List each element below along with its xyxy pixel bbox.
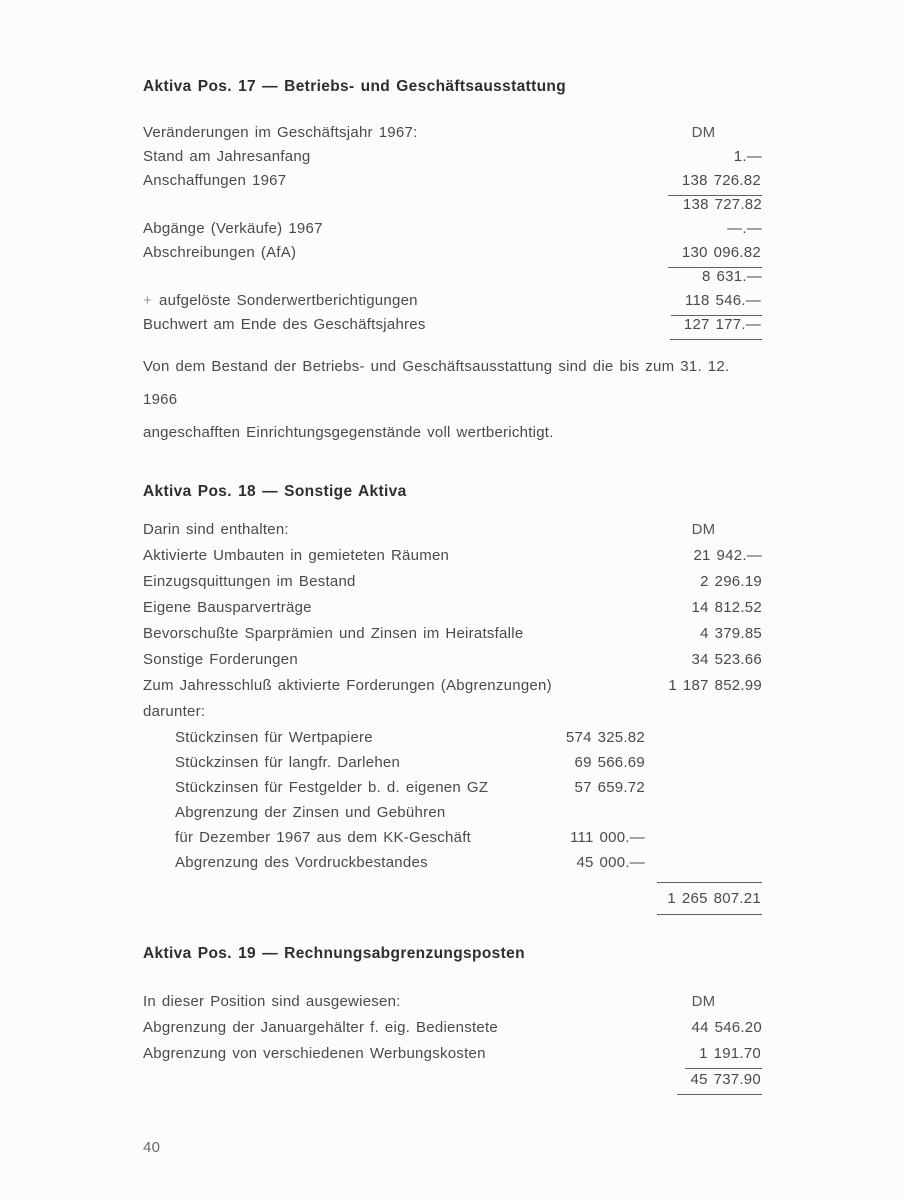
row-value (645, 193, 762, 217)
row-amount: 14 812.52 (691, 599, 762, 616)
row-label: darunter: (143, 703, 206, 720)
section-note (143, 350, 762, 449)
row-amount-underlined: 118 546.— (671, 289, 762, 316)
row-label: Anschaffungen 1967 (143, 172, 287, 189)
intro-label: Darin sind enthalten: (143, 521, 289, 538)
ledger-row (143, 169, 762, 193)
section-aktiva-pos-17 (143, 77, 762, 449)
column-header-row (143, 990, 762, 1016)
row-label: Einzugsquittungen im Bestand (143, 573, 356, 590)
row-value (645, 1042, 762, 1069)
ledger-subrow (143, 776, 762, 801)
row-label (143, 289, 645, 313)
section-aktiva-pos-18 (143, 482, 762, 908)
row-value (645, 265, 762, 289)
row-label: Abschreibungen (AfA) (143, 244, 297, 261)
row-value (645, 289, 762, 316)
row-amount-underlined: 45 737.90 (677, 1068, 762, 1095)
row-label: Sonstige Forderungen (143, 651, 298, 668)
ledger-row (143, 289, 762, 313)
row-label: Abgrenzung der Januargehälter f. eig. Bedienstete (143, 1019, 498, 1036)
page-number: 40 (143, 1139, 161, 1156)
currency-unit-label: DM (691, 521, 716, 538)
ledger-row (143, 544, 762, 570)
row-value (645, 1068, 762, 1095)
row-label: Abgrenzung von verschiedenen Werbungskosten (143, 1045, 486, 1062)
row-value (645, 622, 762, 646)
subrow-amount: 574 325.82 (565, 729, 645, 746)
ledger-subrow (143, 851, 762, 876)
ledger-row (143, 648, 762, 674)
ledger-subrow (143, 751, 762, 776)
row-amount-underlined: 130 096.82 (668, 241, 762, 268)
subrow-amount: 57 659.72 (574, 779, 645, 796)
row-amount: 4 379.85 (700, 625, 762, 642)
row-label: Abgänge (Verkäufe) 1967 (143, 220, 323, 237)
subrow-label: Abgrenzung der Zinsen und Gebühren (175, 804, 446, 821)
subrow-label: Abgrenzung des Vordruckbestandes (175, 854, 428, 871)
row-value (645, 596, 762, 620)
row-value (645, 145, 762, 169)
note-line: angeschafften Einrichtungsgegenstände voll wertberichtigt. (143, 424, 554, 441)
ledger-row (143, 1016, 762, 1042)
subrow-label: Stückzinsen für Wertpapiere (175, 729, 373, 746)
row-amount-underlined: 127 177.— (670, 313, 762, 340)
subrow-label: für Dezember 1967 aus dem KK-Geschäft (175, 829, 472, 846)
row-label: Buchwert am Ende des Geschäftsjahres (143, 316, 426, 333)
row-value (645, 313, 762, 340)
row-label: Stand am Jahresanfang (143, 148, 311, 165)
row-amount: 2 296.19 (700, 573, 762, 590)
ledger-total-row (143, 882, 762, 908)
intro-label: In dieser Position sind ausgewiesen: (143, 993, 401, 1010)
ledger-row (143, 596, 762, 622)
ledger-subrow (143, 726, 762, 751)
row-amount: 1.— (733, 148, 762, 165)
row-value (645, 674, 762, 698)
ledger-row-result (143, 1068, 762, 1094)
row-amount: 8 631.— (702, 268, 762, 285)
row-amount: 138 727.82 (682, 196, 762, 213)
subrow-label: Stückzinsen für langfr. Darlehen (175, 754, 401, 771)
ledger-subrow (143, 826, 762, 851)
total-value (645, 882, 762, 915)
currency-unit-label: DM (691, 124, 716, 141)
subrow-label: Stückzinsen für Festgelder b. d. eigenen GZ (175, 779, 489, 796)
row-label-text: aufgelöste Sonderwertberichtigungen (159, 292, 418, 309)
row-value (645, 570, 762, 594)
ledger-row (143, 145, 762, 169)
row-value (645, 1016, 762, 1040)
row-value (645, 648, 762, 672)
ledger-row (143, 1042, 762, 1068)
ledger-row-subtotal (143, 193, 762, 217)
row-amount: 1 187 852.99 (668, 677, 762, 694)
intro-label: Veränderungen im Geschäftsjahr 1967: (143, 124, 418, 141)
row-amount-underlined: 138 726.82 (668, 169, 762, 196)
row-value (645, 169, 762, 196)
total-amount: 1 265 807.21 (657, 882, 762, 915)
row-label: Zum Jahresschluß aktivierte Forderungen (Abgrenzungen) (143, 677, 552, 694)
page-content (143, 77, 762, 1160)
ledger-row-darunter (143, 700, 762, 726)
row-amount: 21 942.— (693, 547, 762, 564)
ledger-row (143, 217, 762, 241)
column-header-row (143, 121, 762, 145)
row-value (645, 217, 762, 241)
ledger-subrow (143, 801, 762, 826)
section-heading: Aktiva Pos. 18 — Sonstige Aktiva (143, 483, 407, 500)
section-heading: Aktiva Pos. 17 — Betriebs- und Geschäftsausstattung (143, 78, 567, 95)
currency-unit-label: DM (691, 993, 716, 1010)
row-value (645, 241, 762, 268)
ledger-row (143, 241, 762, 265)
row-amount-underlined: 1 191.70 (685, 1042, 762, 1069)
ledger-row (143, 570, 762, 596)
subrow-amount: 111 000.— (570, 829, 645, 846)
row-value (645, 544, 762, 568)
note-line: Von dem Bestand der Betriebs- und Geschäftsausstattung sind die bis zum 31. 12. 1966 (143, 358, 730, 408)
subrow-amount: 69 566.69 (574, 754, 645, 771)
row-amount: 34 523.66 (691, 651, 762, 668)
row-label: Aktivierte Umbauten in gemieteten Räumen (143, 547, 450, 564)
section-aktiva-pos-19 (143, 944, 762, 1094)
row-label: Eigene Bausparverträge (143, 599, 312, 616)
section-heading: Aktiva Pos. 19 — Rechnungsabgrenzungsposten (143, 945, 525, 962)
row-label: Bevorschußte Sparprämien und Zinsen im Heiratsfalle (143, 625, 524, 642)
ledger-row-subtotal (143, 265, 762, 289)
ledger-row (143, 622, 762, 648)
row-amount: 44 546.20 (691, 1019, 762, 1036)
column-header-row (143, 518, 762, 544)
subrow-amount: 45 000.— (576, 854, 645, 871)
ledger-row (143, 674, 762, 700)
ledger-row-result (143, 313, 762, 337)
plus-sign: + (143, 292, 153, 309)
row-amount: —.— (727, 220, 762, 237)
